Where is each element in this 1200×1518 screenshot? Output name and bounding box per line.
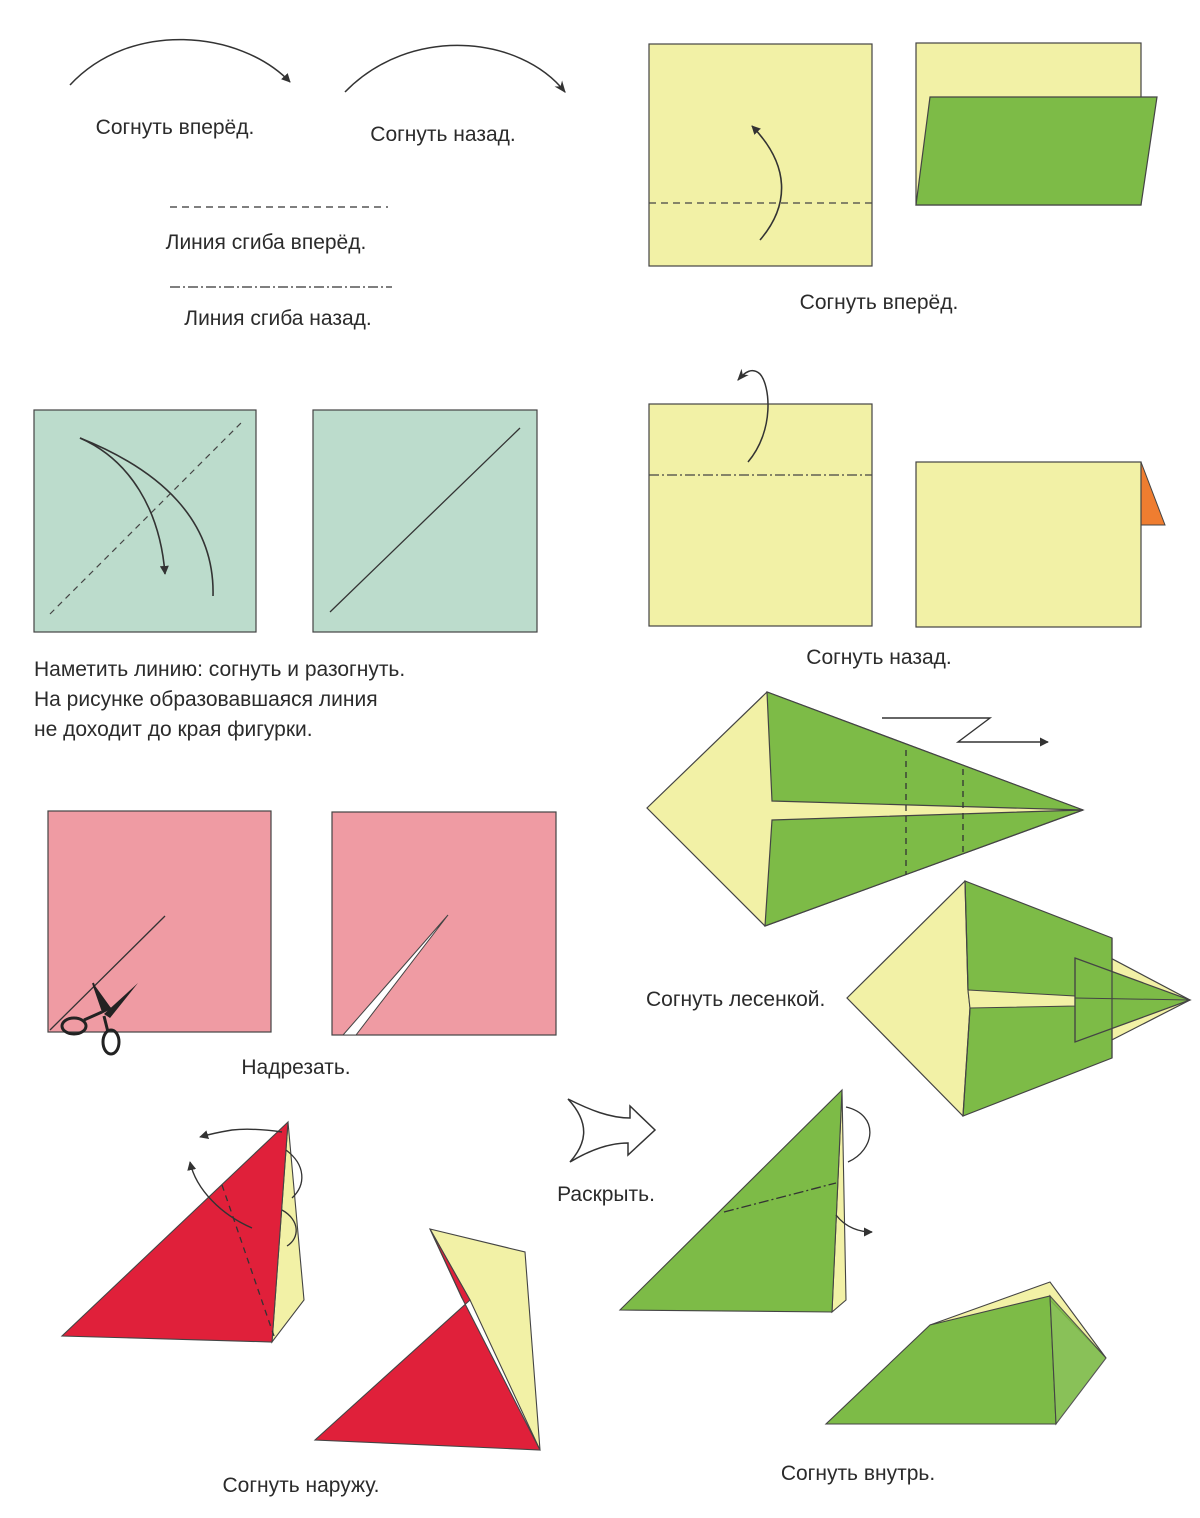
crease-line-caption [34,655,464,745]
legend-fold-forward-arrow [70,40,290,85]
square-cut [48,811,271,1032]
legend-valley-line-label: Линия сгиба вперёд. [165,231,367,254]
triangle-outside-fold-result [315,1229,540,1450]
fold-forward-caption: Согнуть вперёд. [799,291,959,314]
crease-line-caption-1: Наметить линию: согнуть и разогнуть. [34,658,406,681]
square-folded-backward-result [916,462,1165,627]
square-cut-result [332,812,556,1035]
crease-line-caption-3: не доходит до края фигурки. [34,718,313,741]
triangle-outside-fold [62,1122,304,1342]
inside-fold-caption: Согнуть внутрь. [780,1462,936,1485]
step-fold-caption: Согнуть лесенкой. [646,988,826,1011]
square-folded-forward-result [916,43,1157,205]
triangle-inside-fold [620,1090,872,1312]
legend-mountain-line-label: Линия сгиба назад. [184,307,372,330]
open-arrow-icon [568,1099,655,1162]
legend-fold-backward-label: Согнуть назад. [370,123,516,146]
crease-line-caption-2: На рисунке образовавшаяся линия [34,688,378,711]
square-fold-backward [649,371,872,626]
legend-fold-backward-arrow [345,45,565,92]
cut-caption: Надрезать. [241,1056,351,1079]
legend-fold-forward-label: Согнуть вперёд. [95,116,255,139]
kite-step-fold-result [847,881,1190,1116]
open-caption: Раскрыть. [557,1183,655,1206]
kite-step-fold [647,692,1083,926]
outside-fold-caption: Согнуть наружу. [222,1474,380,1497]
square-crease-fold [34,410,256,632]
square-crease-result [313,410,537,632]
square-fold-forward [649,44,872,266]
fold-backward-caption: Согнуть назад. [806,646,952,669]
triangle-inside-fold-result [826,1282,1106,1424]
